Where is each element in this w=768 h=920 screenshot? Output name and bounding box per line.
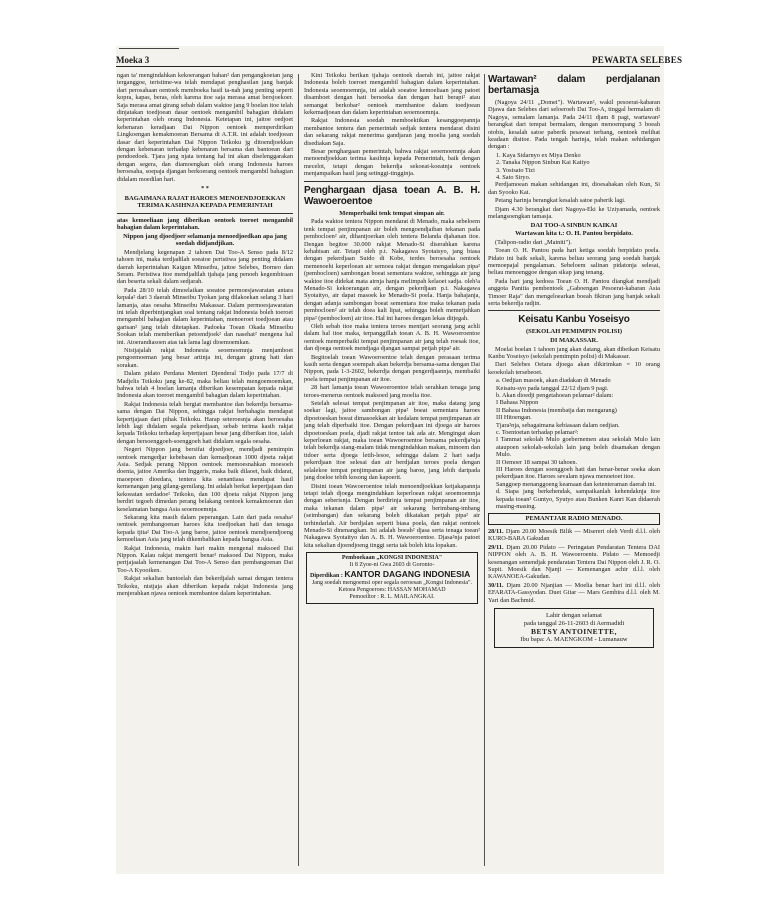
radio-section-title: PEMANTJAR RADIO MENADO. bbox=[488, 513, 660, 524]
ad-line: Ii 8 Zyoe-ni Gwa 2603 di Goronto- bbox=[349, 562, 435, 569]
article-subhead: DAI TOO-A SINBUN KAIKAI bbox=[530, 221, 618, 229]
paragraph: Begitoelah toean Wawoeroentoe telah dengan perasaan terima kasih serta dengan soempah akan bekerdja bersama-sama dengan Dai Nippon, pada 1-3-2602, bekerdja dengan pengerdjaannja, membaiki poela tempat penjimpanan air itoe. bbox=[304, 353, 480, 383]
article-subhead: Nippon jang djoedjoer selamanja menoedjoedkan apa jang soedah didjandjikan. bbox=[123, 232, 287, 248]
list-item: 4. Sato Siryo. bbox=[496, 174, 531, 182]
list-item: Keisatu-syo pada tanggal 22/12 djam 9 pagi. bbox=[496, 384, 609, 392]
program-text: Djam 20.00 Pidato — Peringatan Pendaratan Tentera DAI NIPPON oleh A. B. H. Wawoeroentu. Pidato — Memoedji kesenangan semendjak pendaratan Tentera Dai Nippon oleh J. R. O. Supit. Moesik dan Njanji — Kemenangan achir d.l.l. oleh KAWANOEA-Gakudan. bbox=[488, 543, 660, 581]
list-item: Tjara²nja, sebagaimana kebiasaan dalam oedjian. bbox=[496, 421, 620, 429]
article-headline: Wartawan² dalam perdjalanan bertamasja bbox=[488, 74, 660, 96]
advertisement-box bbox=[306, 552, 478, 604]
article-subhead: Memperbaiki tenk tempat simpan air. bbox=[339, 209, 445, 217]
program-date: 29/11. bbox=[488, 543, 504, 551]
paragraph: Kini Teikoku berikan tjahaja oentoek daerah ini, jaitoe rakjat Indonesia boleh toeroet mengambil bahagian dalam keperintahan. Indonesia seoemoemnja, ini adalah soeatoe kemoeliaan jang patoet disamboet dengan hati bersoeka dan dengan hati berapi² atau semangat berkobar² oentoek membantoe dalam toedjoean kekemadjoean dan dalam keperintahan seoemoemnja. bbox=[304, 72, 480, 117]
list-item: 3. Yosisato Tizi bbox=[496, 166, 535, 174]
separator-stars: * * bbox=[201, 185, 209, 193]
list-item: Sanggoep menanggoeng keamaan dan ketenteraman daerah ini. bbox=[496, 480, 656, 488]
ad-line: Ketoea Pengoeroes: HASSAN MOHAMAD bbox=[338, 587, 446, 594]
paragraph: ngan ta' mengindahkan kekoerangan bahan² dan pengangkoetan jang terganggoe, teristime-wa telah mendapat penghasilan jang banjak dari perosahaan oentoek memboeka hasil ta-nah jang penting seperti kopra, kapas, beras, oleh karena itoe saja merasa amat bersjoekoer. Saja merasa amat girang sebab dalam waktoe jang 9 boelan itoe telah dinjatakan toedjoean dasar oentoek mengambil bahagian didalam keperintahan oleh orang Indonesia. Ketetapan ini, jaitoe oedjoet kebenaran keradjaan Dai Nippon oentoek memperdirikan Lingkoengan kemakmoeran Bersama di A.T.R. ini adalah toedjoean dasar dari keperintahan Dai Nippon Teikoku jg ditoendjoekkan dengan kebenaran terhadap kebenaran bersama dan bantoean dari pendoedoek. Tjara jang njata tentang hal ini akan diselenggarakan dengan segera, dan diamoengkan oleh orang Indonesia haroes beroesaha, soepaja djangan berkoerang oentoek mengambil bahagian didalam moedilan hari. bbox=[117, 72, 293, 183]
paragraph: Mendjelang kegenapan 2 tahoen Dai Too-A Senso pada 8/12 tahoen ini, maka terdjadilah soeatoe peristiwa jang penting didalam daerah keperintahan Kaigun Minseibu, jaitoe Selebes, Borneo dan Seram. Peristiwa itoe mendjadilah tjahaja jang penoeh kegembiraan dan beserta sekali dalam sedjarah. bbox=[117, 248, 293, 286]
page-number: Moeka 3 bbox=[116, 55, 150, 65]
program-date: 28/11. bbox=[488, 527, 504, 535]
ad-line: Pemoeiltor : R. L. MAILANGKAI. bbox=[349, 594, 435, 601]
paragraph: Dari Selebes Oetara djoega akan dikirimkan = 10 orang keoekolah tersebeoet. bbox=[488, 361, 660, 376]
ad-label: Diperdikan : bbox=[310, 573, 343, 580]
paragraph: Rakjat Indonesia, makin hari makin mengenal maksoed Dai Nippon. Kalau rakjat mengerti benar² maksoed Dai Nippon, maka pertjajaalah kemenangan Dai Too-A Senso dan pembangoenan Dai Too-A Kyooiken. bbox=[117, 544, 293, 574]
paragraph: Negeri Nippon jang bersifat djoedjoer, mendjadi pemimpin oentoek mengedjar kebebasan dan kemadjoean 1000 djoeta rakjat Asia. Sedjak perang Nippon oentoek memoesnahkan moesoeh doenia, jaitoe Amerika dan Inggeris, maka baik dilaoet, baik didarat, maoepoen dioedara, tentera kita senantiasa mendapat hasil kemenangan jang gilang-gemilang. Ini adalah berkat kepertjajaan dan kekoeatan serdadoe² Teikoku, dan 100 djoeta rakjat Nippon jang berdiri tegoeh dimedan perang belakang oentoek kemakmoeran dan keselamatan bangsa Asia seoemoemnja. bbox=[117, 446, 293, 513]
paragraph: Perdjamoean makan sehidangan ini, dioesahakan oleh Kun, Si dan Syooko Kai. bbox=[488, 181, 660, 196]
birth-announcement bbox=[494, 608, 654, 648]
birth-line: pada tanggal 26-11-2603 di Aermadidi bbox=[523, 619, 625, 627]
ad-line: Jang soedah mengoemsi oper segala oeroesan „Kongsi Indonesia". bbox=[311, 580, 473, 587]
paragraph: 28 hari lamanja toean Wawoeroentoe telah serahkan tenaga jang teroes-menerus oentoek maksoed jang moelia itoe. bbox=[304, 384, 480, 399]
program-entry bbox=[488, 528, 660, 543]
list-item: a. Oedjian masoek, akan diadakan di Menado bbox=[496, 377, 611, 385]
paragraph: Setelah selesai tempat penjimpanan air itoe, maka datang jang soekar lagi, jaitoe sambongan pipa² boeat sementara haroes dipoetoeskan boeat dimasoekkan air kedalam tempat penjimpanan air jang telah diperbaiki itoe. Dengan pekerdjaan ini djoega air haroes dipoetoeskan poela, djadi rakjat tentoe tak ada air. Mengingat akan keperloean rakjat, maka toean Wawoeroentoe bersama pekerdja²nja telah bekerdja siang-malam tidak mengindahkan makan, minoem dan tidoer serta djoega letih-lesoe, sehingga dalam 2 hari sadja pekerdjaan itoe selesai dan air berdjalan teroes poela dengan selalekoe tempat penjimpanan air jang baroe, jang lebih daripada jang doeloe tebih kosong dan kapoerit. bbox=[304, 400, 480, 482]
top-corner-rule bbox=[119, 48, 179, 49]
program-entry bbox=[488, 544, 660, 581]
birth-line: Lahir dengan selamat bbox=[546, 611, 602, 619]
article-subhead: atas kemoeliaan jang diberikan oentoek toeroet mengambil bahagian dalam keperintahan. bbox=[117, 216, 293, 232]
paragraph: Nistjajalah rakjat Indonesia seoemoemnja menjamboet pengoemoeman jang besar artinja ini, dengan girang hati dan sorakan. bbox=[117, 346, 293, 369]
list-item: I Bahasa Nippon bbox=[496, 399, 539, 407]
article-subhead: (SEKOLAH PEMIMPIN POLISI) bbox=[525, 328, 623, 336]
ad-line: Pemboekaan „KONGSI INDONESIA" bbox=[341, 555, 443, 562]
paragraph: Oleh sebab itoe maka tentera teroes mentjari seorang jang achli dalam hal itoe maka, terpanggillah toean A. B. H. Wawoeroentoe oentoek memperbaiki tempat penjimpanan air jang telah roesak itoe, dan djoega oentoek mendjaga djangan sampai petjah pipa² air. bbox=[304, 322, 480, 353]
birth-name: BETSY ANTOINETTE, bbox=[530, 626, 618, 636]
list-item: c. Toentoetan terhadap pelamar²: bbox=[496, 429, 579, 436]
paragraph: Moelai boelan 1 tahoen jang akan datang, akan dibeikan Keisatu Kanbu Yoseisyo (sekolah pemimpin polisi) di Makassar. bbox=[488, 345, 660, 360]
column-2 bbox=[304, 72, 480, 862]
paragraph: Disini toean Wawoeroentoe telah menoendjoekkan ketjakapannja tetapi telah djoega mengindahkan keperloean rakjat seoemoemnja dengan seberisnja. Dengan berdirinja tempat penjimpanan air itoe, maka tekanan dalam pipa² air sekarang berimbang-imbang (seimbangan) dan sekarang boleh dikatakan petjah pipa² air terhindarlah. Air berdjalan seperti biasa poela, dan rakjat oentoek Menado-Si dinenangkan. Ini adalah boeah² djasa serta tenaga toean² Nakagawa Syotaityo dan A. B. H. Wawoeroentoe. Djasa²nja patoet kita sekalian djoendjoeng tinggi serta tak boleh kita lopakan. bbox=[304, 482, 480, 549]
paragraph: Rakjat Indonesia telah bergiat membantoe dan bekerdja bersama-sama dengan Dai Nippon, sehingga rakjat berbahagia mendapat kepertjajaan dari pihak Teikoku. Harap seteroesnja akan beroesaha lebih lagi didalam segala pekerdjaan, sebab terima kasih rakjat kepada Teikoku terhadap kepertjajaan besar jang diberikan itoe, ialah dengan bersoenggoeh-soenggoeh hati didalam segala oesaha. bbox=[117, 400, 293, 445]
divider bbox=[117, 213, 293, 214]
paragraph: Rakjat Indonesia soedah memboektikan kesanggoepannja membantoe tentera dan pemerintah sedjak tentera mendarat disini dan sekarang rakjat menerima gandjaran jang moelia jang soedah disediakan Saja. bbox=[304, 117, 480, 147]
article-headline: Keisatu Kanbu Yoseisyo bbox=[518, 314, 630, 326]
list-item: 1. Kaya Sidarnyo ex Miya Denko bbox=[496, 151, 581, 159]
radio-program-list bbox=[488, 528, 660, 604]
column-divider bbox=[298, 74, 299, 866]
article-headline: Penghargaan djasa toean A. B. H. Wawoeroentoe bbox=[304, 184, 480, 207]
divider bbox=[488, 310, 660, 311]
paragraph: (Nagoya 24/11 „Domei"). Wartawan², wakil pesoerat-kabaran Djawa dan Selebes dari seloeroeh Dai Too-A, tinggal bermalam di Nagoya, semalam lamanja. Pada 24/11 djam 8 pagi, wartawan² berangkat dari tempat bermalam, dengan menoempang 3 boeah otobis, kesalah satoe paberik pesawat terbang, oentoek melihat keadaan disitoe. Pada tengah harinja, telah makan sehidangan dengan : bbox=[488, 99, 660, 151]
paragraph: Sekarang kita masih dalam peperangan. Lain dari pada oesaha² oentoek pembangoenan haroes kita toedjoekan hati dan tenaga kepada tjita² Dai Too-A jang baroe, jaitoe oentoek mendjoendjoeng kemoeliaan Asia jang telah dikembalikan kepada bangsa Asia. bbox=[117, 513, 293, 544]
list-item: 2. Tanaka Nippon Sinbun Kai Kaityo bbox=[496, 159, 590, 167]
list-item: d. Siapa jang berkehendak, sampaikanlah kehendaknja itoe kepada toean² Guntyo, Syutyo atau Bunken Kanri Kan didaerah masing-masing. bbox=[496, 488, 660, 511]
program-entry bbox=[488, 582, 660, 604]
paragraph: Petang harinja berangkat kesalah satoe paberik lagi. bbox=[495, 197, 626, 205]
list-item: II Bahasa Indonesia (membatja dan mengarang) bbox=[496, 406, 617, 414]
paragraph: Pada 28/10 telah dimoelaikan soeatoe permoesjawaratan antara kepala² dari 3 daerah Minseibu Tyokan jang dilakoekan selang 3 hari lamanja, atas oesaha Minseibu Makassar. Dalam permoesjawaratan ini telah diperbintjangkan soal tentang rakjat Indonesia boleh toeroet mengambil bahagian dalam keperintahan, menoeroet toedjoean atau garisan² jang telah ditetapkan. Padoeka Toean Okada Minseibu Sookan telah memberikan petoendjoek² dan nasehat² mengena hal ini. Atoerandiasoen atas tak lama lagi dioemoemkan. bbox=[117, 286, 293, 346]
article-subhead: DI MAKASSAR. bbox=[550, 336, 598, 344]
attendee-list bbox=[488, 152, 660, 182]
paragraph: Pada hari jang kedoea Toean O. H. Pantou diangkat mendjadi anggota Panitia pembentoek „Gaboengan Pesoerat-kabaran Asia Timoer Raja" dan mengeloearkan boeah fikiran jang banjak sekali serta bekerdja radjin. bbox=[488, 277, 660, 307]
paragraph: Djam 4.30 berangkat dari Nagoya-Eki ke Uziyamada, oentoek melangsoengkan tamasja. bbox=[488, 205, 660, 221]
list-item: III Hitoengan. bbox=[496, 414, 532, 422]
paragraph: Pada waktoe tentera Nippon mendarat di Menado, maka sebeloem tenk tempat penjimpanan air boleh mengoendjaiban tekanan pada pembocloen² air, dihantjoerkan oleh tentera Belanda djahanan itoe. Dengan begitoe 30.000 rakjat Menado-Si diserahkan karena kehabisan air. Tetapi oleh p.t. Nakagawa Syotaisyo, jang biasa dengan pekerdjaan Suido di Kobe, terdes beroesaha oentoek memenoehi keperloean air semoea rakjat dengan mengadakan pipa² (pembocloen) sambongan boeat sementara waktoe, sehingga air jang waktoe itoe didekat mata airnja hanja melimpah kelaoet sadja. oleh²a Menado-Si kekoerangan air, dengan pekerdjaan p.t. Nakagawa Syotaityo, air dapat masoek ke Menado-Si poela. Hanja bahajanja, dengan adanja sambongan boeat sementara itoe maka tekanan pada pembocloen² air telah doea kali lipat, sehingga boleh memetjahkan pipa² (pembocloen) air itoe. Hal ini haroes dengan lekas ditjegah. bbox=[304, 218, 480, 322]
masthead-title: PEWARTA SELEBES bbox=[592, 55, 683, 65]
program-date: 30/11. bbox=[488, 581, 504, 589]
column-3 bbox=[488, 72, 660, 862]
article-headline: BAGAIMANA RAJAT HAROES MENOENDJOEKKAN TERIMA KASIHNJA KEPADA PEMERINTAH bbox=[124, 194, 286, 210]
header-rule bbox=[116, 66, 660, 67]
column-divider bbox=[484, 74, 485, 866]
birth-line: Ibu bapa: A. MAENGKOM - Lumanauw bbox=[520, 635, 628, 643]
list-item: I Tammat sekolah Mulo goebernemen atau sekolah Mulo lain ataupoen sekolah-sekolah lain jang boleh disamakan dengan Mulo. bbox=[496, 436, 660, 459]
paragraph: (Talipon-radio dari „Mainiti"). bbox=[495, 238, 572, 246]
list-item: II Oemoer 18 sampai 30 tahoen. bbox=[496, 458, 578, 466]
ad-company-name: KANTOR DAGANG INDONESIA bbox=[344, 569, 471, 580]
list-item: III Haroes dengan soenggoeh hati dan benar-benar soeka akan pekerdjaan itoe. Haroes sevalam njawa menoetoet itoe. bbox=[496, 466, 660, 481]
requirements-list bbox=[488, 377, 660, 510]
paragraph: Besar penghargaan pemerintah, bahwa rakjat seoemoemnja akan menoendjoekkan terima kasihnja kepada Pemerintah, baik dengan mecelot, tetapi dengan bekerdja sekoeat-koeatnja oentoek menjampaikan hasil jang setinggi-tingginja. bbox=[304, 148, 480, 178]
paragraph: Dalam pidato Perdana Menteri Djenderal Todjo pada 17/7 di Madjelis Teikoku jang ke-82, maka beliau telah mengoemoemkan, bahwa telah 4 boelan lamanja diberikan kesempatan kepada rakjat Indonesia akan toeroet mengambil bahagian dalam keperintahan. bbox=[117, 370, 293, 400]
article-subhead: Wartawan kita t.: O. H. Pantou berpidato. bbox=[515, 230, 633, 238]
program-text: Djam 20.00 Njanjian — Moelia benar hari ini d.l.l. oleh EFARATA-Gassyodan. Duet Gitar — Mars Gembira d.l.l. oleh M. Yari dan Bachmid. bbox=[488, 581, 660, 604]
paragraph: Toean O. H. Pantou pada hari ketiga soedah berpidato poela. Pidato ini baik sekali, karena beliau seorang jang soedah banjak memoepajal pengalaman. Sebeloem salinan pidatonja selesai, beliau menoenggoe dengan sikap jang tenang. bbox=[488, 247, 660, 277]
divider bbox=[304, 181, 480, 182]
column-1 bbox=[117, 72, 293, 862]
paragraph: Rakjat sekalian bantoelah dan bekerdjalah samai dengan tentera Teikoku, nistjaja akan diberikan kepada rakjat Indonesia jang menjerahkan njawa oentoek membantoe dalam keperintahan. bbox=[117, 575, 293, 597]
ad-label-row bbox=[310, 569, 474, 580]
program-text: Djam 20.00 Moesik Bilik — Misereri oleh Verdi d.l.l. oleh KURO-BARA Gakudan bbox=[488, 527, 660, 543]
list-item: b. Akan dioedji pengetahoean pelamar² dalam: bbox=[496, 391, 614, 399]
